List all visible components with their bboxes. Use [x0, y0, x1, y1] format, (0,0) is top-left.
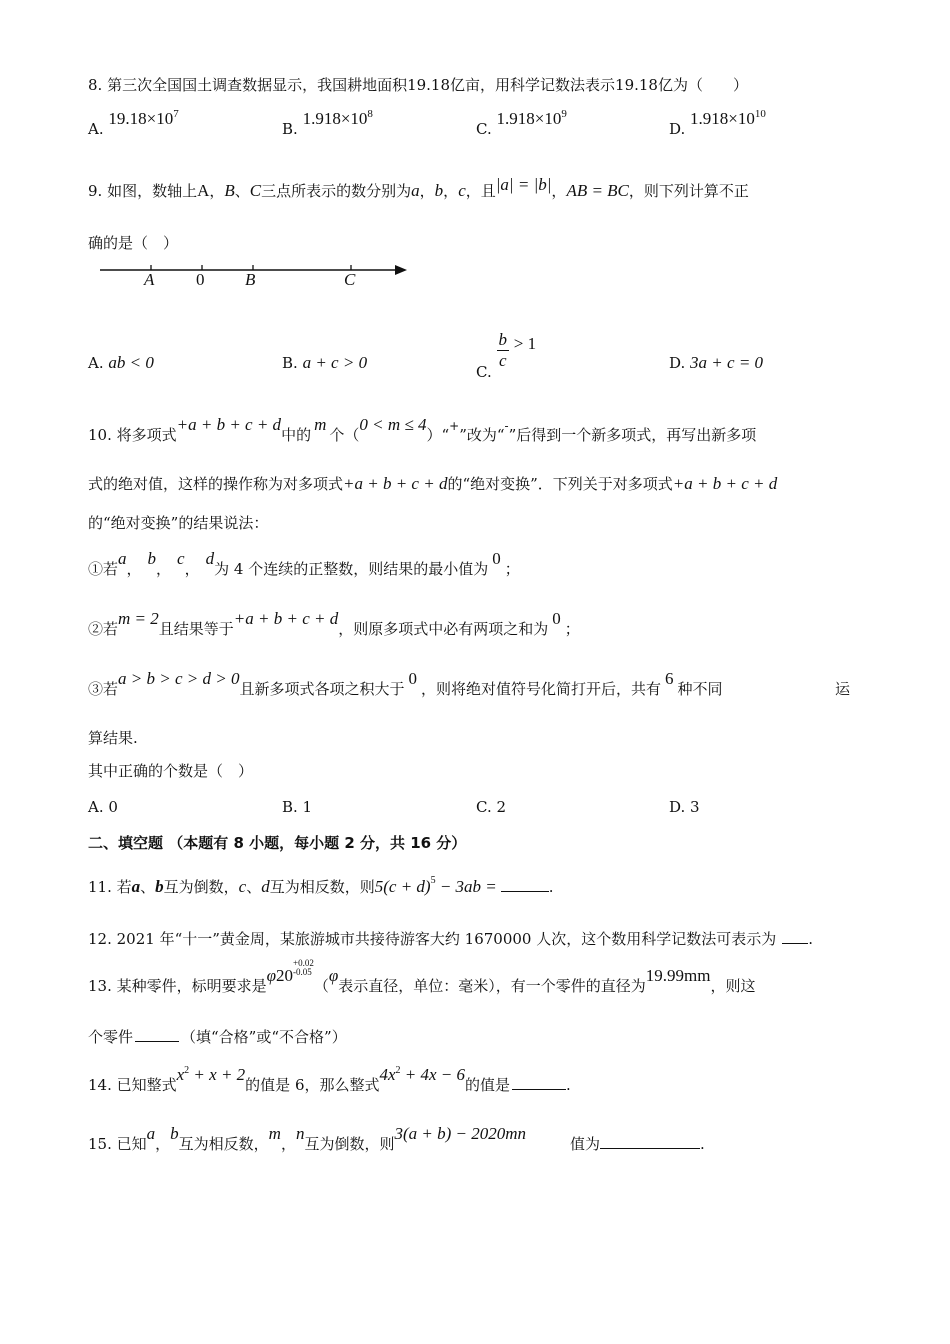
var-c: c — [238, 877, 247, 896]
q9-text: ，则下列计算不正 — [628, 182, 749, 200]
q10-text: 运 — [834, 680, 850, 698]
var-a: a — [146, 1124, 156, 1143]
axis-arrow-icon — [395, 265, 407, 275]
six: 6 — [664, 669, 674, 688]
q14-text: 14. 已知整式 — [88, 1076, 177, 1094]
phi-symbol: φ — [328, 966, 339, 985]
var-a: a — [131, 877, 141, 896]
section-2-heading: 二、填空题 （本题有 8 小题，每小题 2 分，共 16 分） — [88, 834, 467, 852]
q10-text: ”改为“ — [459, 426, 505, 444]
q10-text: 且结果等于 — [158, 620, 234, 638]
q10-stem — [88, 415, 757, 447]
q10-text: 中的 — [281, 426, 312, 444]
tolerance — [293, 959, 314, 977]
exponent: 5 — [430, 875, 436, 886]
q13-text: ，则这 — [710, 977, 756, 995]
q9-stem-2: 确的是（ ） — [88, 234, 179, 252]
q9-stem — [88, 175, 749, 202]
q12-text: 12. 2021 年“十一”黄金周，某旅游城市共接待游客大约 1670000 人次，这个数用科学记数法可表示为 — [88, 930, 777, 948]
exponent: 2 — [395, 1065, 401, 1076]
q8-option-a — [88, 108, 179, 142]
option-label: D. — [669, 120, 686, 138]
expression-part-1: 5(c + d) — [374, 877, 431, 896]
sep: ， — [155, 1135, 171, 1153]
polynomial: +a + b + c + d — [233, 609, 339, 628]
q10-line-3: 的“绝对变换”的结果说法： — [88, 514, 269, 532]
answer-blank[interactable] — [501, 877, 549, 892]
option-c-rest: > 1 — [513, 333, 537, 353]
exponent: 2 — [184, 1065, 190, 1076]
option-label: B. — [282, 120, 298, 138]
q11 — [88, 876, 554, 901]
q10-text: ”后得到一个新多项式，再写出新多项 — [508, 426, 757, 444]
minus-sign: - — [504, 419, 509, 433]
var-n: n — [295, 1124, 305, 1143]
option-label: C. — [476, 120, 492, 138]
q8-option-c — [476, 108, 567, 142]
q13-text: 个零件 — [88, 1028, 134, 1046]
nominal-size: 20 — [276, 966, 294, 985]
q13-text: 13. 某种零件，标明要求是 — [88, 977, 267, 995]
option-label: B. — [282, 354, 298, 372]
tolerance-lower: -0.05 — [293, 967, 312, 977]
option-b-exp: 8 — [367, 108, 373, 120]
option-label: A. — [88, 120, 104, 138]
q15-end: . — [700, 1135, 705, 1153]
q10-text: 种不同 — [677, 680, 723, 698]
sep: ， — [443, 182, 459, 200]
expr-1-rest: + x + 2 — [189, 1065, 246, 1084]
plus-sign: + — [449, 419, 460, 433]
q12-end: . — [808, 930, 814, 948]
sep: 、 — [246, 878, 262, 896]
zero: 0 — [408, 669, 417, 688]
var-b: b — [155, 877, 164, 896]
q13 — [88, 958, 756, 997]
fraction — [497, 330, 510, 371]
answer-blank[interactable] — [512, 1075, 566, 1090]
var-c: c — [458, 181, 466, 200]
q9-stem-start: 9. 如图，数轴上 — [88, 182, 198, 200]
range-condition: 0 < m ≤ 4 — [359, 415, 427, 434]
sep: ， — [209, 182, 225, 200]
sep: ， — [419, 182, 435, 200]
option-a-math: ab < 0 — [108, 353, 154, 372]
zero: 0 — [552, 609, 561, 628]
var-a: a — [118, 549, 127, 568]
var-b: b — [170, 1124, 179, 1143]
fraction-denominator: c — [498, 351, 507, 370]
q10-text: ，则原多项式中必有两项之和为 — [338, 620, 549, 638]
expression-part-2: − 3ab = — [435, 877, 497, 896]
option-b-math: a + c > 0 — [302, 353, 368, 372]
q10-text: 为 4 个连续的正整数，则结果的最小值为 — [214, 560, 489, 578]
var-a: a — [411, 181, 420, 200]
q9-condition-2: AB = BC — [566, 181, 629, 200]
option-a-math: 19.18×10 — [108, 109, 174, 128]
q13-text: （ — [313, 977, 329, 995]
q9-option-a — [88, 352, 154, 374]
option-a-exp: 7 — [173, 108, 179, 120]
q10-line-2 — [88, 473, 777, 495]
q10-text: ③若 — [88, 680, 119, 698]
option-d-math: 3a + c = 0 — [690, 353, 764, 372]
q10-text: ②若 — [88, 620, 119, 638]
q10-text: 10. 将多项式 — [88, 426, 177, 444]
q15-text: 互为倒数，则 — [304, 1135, 395, 1153]
polynomial: +a + b + c + d — [176, 415, 282, 434]
q10-text: 式的绝对值，这样的操作称为对多项式 — [88, 475, 344, 493]
option-label: C. — [476, 362, 492, 381]
var-m: m — [314, 415, 327, 434]
option-c-math: 1.918×10 — [496, 109, 562, 128]
expression: 3(a + b) − 2020mn — [394, 1124, 527, 1143]
sep: 、 — [140, 878, 156, 896]
option-label: D. — [669, 354, 686, 372]
point-c: C — [249, 181, 262, 200]
axis-label-b: B — [245, 270, 256, 289]
q10-option-b: B. 1 — [282, 798, 313, 816]
q10-statement-1: ①若a，b，c，d为 4 个连续的正整数，则结果的最小值为0； — [88, 549, 520, 578]
fraction-numerator: b — [498, 330, 507, 349]
q11-text: 互为倒数， — [163, 878, 239, 896]
q10-text: 且新多项式各项之积大于 — [239, 680, 405, 698]
q10-text: 个（ — [329, 426, 360, 444]
option-d-exp: 10 — [754, 108, 766, 120]
point-a: A — [197, 181, 210, 200]
q9-text: ，且 — [465, 182, 496, 200]
answer-blank[interactable] — [135, 1027, 179, 1042]
expr-2-rest: + 4x − 6 — [400, 1065, 466, 1084]
q8-option-b — [282, 108, 373, 142]
q13-text: 表示直径，单位：毫米），有一个零件的直径为 — [338, 977, 646, 995]
option-d-math: 1.918×10 — [690, 109, 755, 128]
q11-text: 11. 若 — [88, 878, 132, 896]
q10-text: ①若 — [88, 560, 119, 578]
diameter-value: 19.99mm — [645, 966, 711, 985]
q12 — [88, 928, 813, 950]
q10-statement-3-end: 算结果. — [88, 729, 138, 747]
order-condition: a > b > c > d > 0 — [118, 669, 240, 688]
q9-option-b — [282, 352, 367, 374]
axis-label-c: C — [344, 270, 356, 289]
q14-text: 的值是 6，那么整式 — [245, 1076, 380, 1094]
q15-text: 互为相反数， — [178, 1135, 269, 1153]
sep: ， — [280, 1135, 296, 1153]
q11-text: 互为相反数，则 — [269, 878, 375, 896]
q10-text: ，则将绝对值符号化简打开后，共有 — [420, 680, 661, 698]
answer-blank[interactable] — [782, 929, 808, 944]
polynomial: +a + b + c + d — [343, 474, 448, 493]
var-m: m — [268, 1124, 281, 1143]
q9-option-d — [669, 352, 763, 374]
q13-text: （填“合格”或“不合格”） — [181, 1028, 347, 1046]
option-c-exp: 9 — [561, 108, 567, 120]
q11-end: . — [548, 878, 554, 896]
phi-symbol: φ — [266, 966, 277, 985]
option-b-math: 1.918×10 — [302, 109, 368, 128]
q10-ask: 其中正确的个数是（ ） — [88, 762, 254, 780]
q10-text: 的“绝对变换”．下列关于对多项式 — [447, 475, 673, 493]
q10-option-a: A. 0 — [88, 798, 118, 816]
point-b: B — [224, 181, 235, 200]
axis-label-a: A — [144, 270, 155, 289]
expr-1: x — [176, 1065, 185, 1084]
q14-text: 的值是 — [465, 1076, 511, 1094]
q10-text: ）“ — [426, 426, 450, 444]
expr-2: 4x — [379, 1065, 396, 1084]
var-b: b — [147, 549, 157, 568]
q10-option-d: D. 3 — [669, 798, 700, 816]
q14-end: . — [566, 1076, 571, 1094]
q10-statement-2 — [88, 609, 580, 640]
q10-statement-3 — [88, 669, 850, 700]
option-label: A. — [88, 354, 104, 372]
zero: 0 — [492, 549, 501, 568]
q10-text: ； — [504, 560, 520, 578]
var-d: d — [205, 549, 215, 568]
q15-text: 值为 — [570, 1135, 601, 1153]
q8-stem: 8. 第三次全国国土调查数据显示，我国耕地面积19.18亿亩，用科学记数法表示19.18亿为（ ） — [88, 76, 748, 94]
q10-text: ； — [564, 620, 580, 638]
polynomial: +a + b + c + d — [672, 474, 778, 493]
q9-text: 三点所表示的数分别为 — [261, 182, 412, 200]
q8-option-d — [669, 108, 766, 142]
m-condition: m = 2 — [118, 609, 159, 628]
var-c: c — [177, 549, 185, 568]
var-d: d — [261, 877, 270, 896]
answer-blank[interactable] — [600, 1134, 700, 1149]
q9-condition-1: |a| = |b| — [495, 175, 552, 194]
q14 — [88, 1065, 571, 1099]
q15 — [88, 1124, 705, 1155]
q15-text: 15. 已知 — [88, 1135, 147, 1153]
axis-label-0: 0 — [196, 270, 205, 289]
q10-option-c: C. 2 — [476, 798, 507, 816]
q13-line-2 — [88, 1026, 347, 1048]
var-b: b — [434, 181, 444, 200]
tolerance-upper: +0.02 — [293, 958, 314, 968]
q9-option-c — [476, 330, 537, 381]
sep: ， — [551, 182, 567, 200]
sep: 、 — [234, 182, 250, 200]
